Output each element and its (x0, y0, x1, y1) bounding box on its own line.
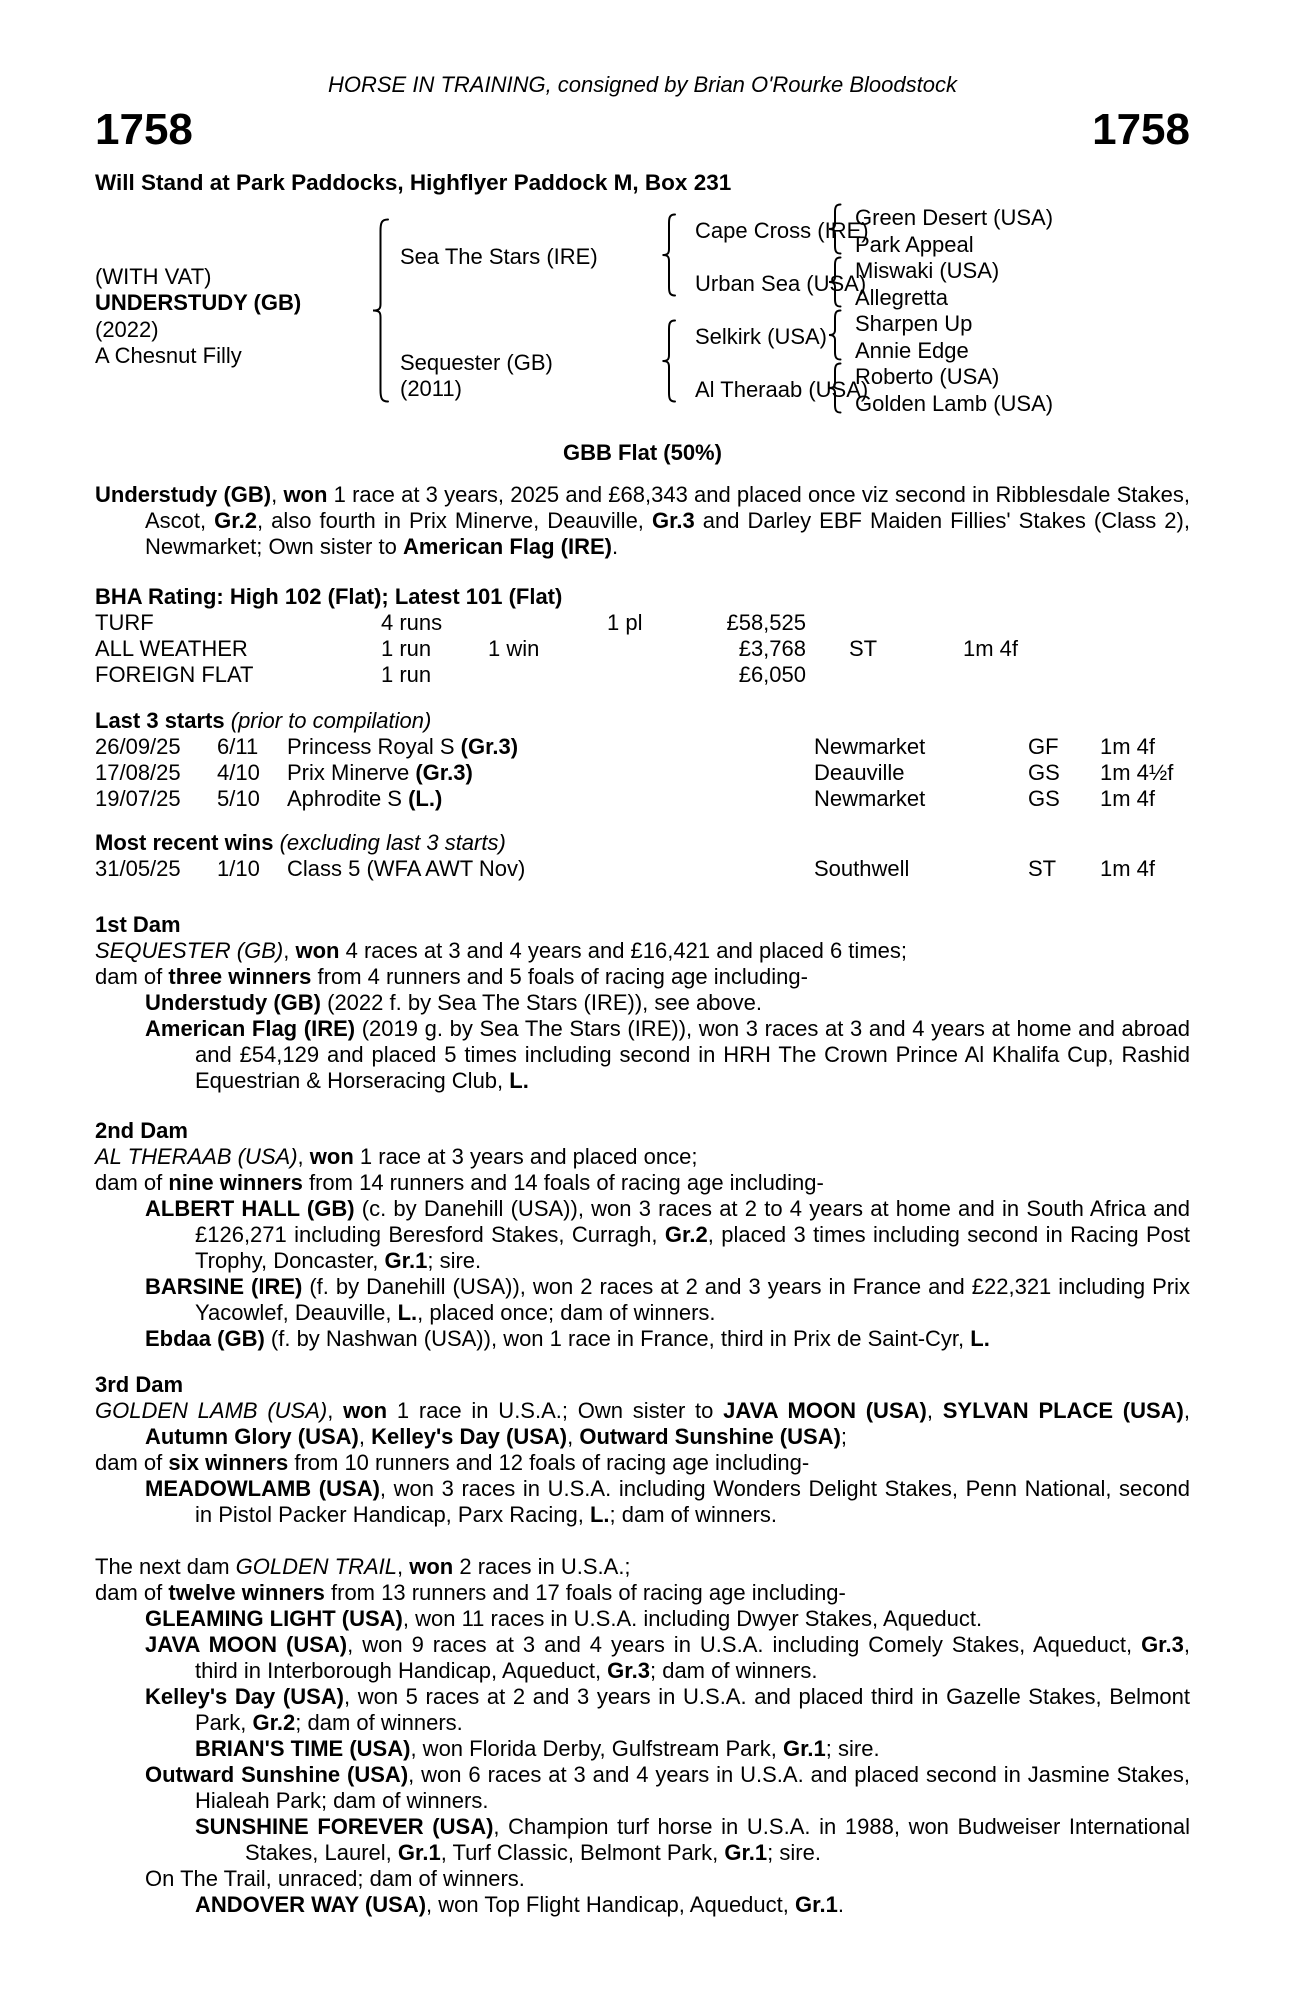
race-name: Aphrodite S (L.) (287, 786, 443, 811)
bha-row-foreign-flat (95, 662, 1190, 688)
earnings-value: £3,768 (738, 636, 806, 661)
progeny-line: Ebdaa (GB) (f. by Nashwan (USA)), won 1 race in France, third in Prix de Saint-Cyr, L. (145, 1326, 990, 1351)
wins-value (488, 662, 607, 688)
last-3-starts-note: (prior to compilation) (230, 708, 432, 733)
pedigree-brace-gg4 (827, 362, 843, 414)
progeny-line: Kelley's Day (USA), won 5 races at 2 and 3 years in U.S.A. and placed third in Gazelle Stakes, Belmont Park, Gr.2; dam of winners. (145, 1684, 1190, 1735)
race-date: 19/07/25 (95, 786, 181, 811)
distance-value (963, 662, 1190, 688)
places-value (607, 662, 707, 688)
most-recent-wins-heading (95, 830, 1190, 856)
next-dam-line: The next dam GOLDEN TRAIL, won 2 races in U.S.A.; (95, 1554, 631, 1579)
lot-number-right: 1758 (1092, 105, 1190, 154)
granddam-2: Al Theraab (USA) (695, 377, 869, 402)
race-venue: Southwell (814, 856, 910, 881)
third-dam-heading: 3rd Dam (95, 1372, 184, 1397)
race-distance: 1m 4f (1100, 734, 1156, 759)
race-date: 26/09/25 (95, 734, 181, 759)
progeny-line: JAVA MOON (USA), won 9 races at 3 and 4 years in U.S.A. including Comely Stakes, Aqueduct, Gr.3, third in Interborough Handicap, Aqueduct, Gr.3; dam of winners. (145, 1632, 1190, 1683)
race-going: GS (1028, 786, 1060, 811)
pedigree-brace-gg1 (827, 203, 843, 255)
runs-value: 1 run (381, 662, 432, 687)
progeny-line: SUNSHINE FOREVER (USA), Champion turf horse in U.S.A. in 1988, won Budweiser International Stakes, Laurel, Gr.1, Turf Classic, Belmont Park, Gr.1; sire. (195, 1814, 1190, 1865)
pedigree-brace-main (370, 218, 392, 403)
great-grandparent-5: Sharpen Up (855, 311, 973, 336)
most-recent-wins-label: Most recent wins (95, 830, 274, 855)
pedigree-brace-sire (660, 213, 678, 297)
progeny-line: ALBERT HALL (GB) (c. by Danehill (USA)), won 3 races at 2 to 4 years at home and in South Africa and £126,271 including Beresford Stakes, Curragh, Gr.2, placed 3 times including second in Racing Post Trophy, Doncaster, Gr.1; sire. (145, 1196, 1190, 1273)
page-header: HORSE IN TRAINING, consigned by Brian O'Rourke Bloodstock (328, 72, 957, 97)
going-value (806, 610, 963, 636)
race-date: 31/05/25 (95, 856, 181, 881)
going-value (806, 662, 963, 688)
second-dam-heading: 2nd Dam (95, 1118, 188, 1143)
race-distance: 1m 4f (1100, 786, 1156, 811)
race-going: GF (1028, 734, 1059, 759)
dam-line: dam of six winners from 10 runners and 12 foals of racing age including- (95, 1450, 810, 1475)
progeny-line: BRIAN'S TIME (USA), won Florida Derby, Gulfstream Park, Gr.1; sire. (195, 1736, 880, 1761)
distance-value (963, 610, 1190, 636)
places-value (607, 636, 707, 662)
sire-name: Sea The Stars (IRE) (400, 244, 598, 269)
dam-name: Sequester (GB) (400, 350, 553, 375)
horse-description: A Chesnut Filly (95, 343, 242, 368)
pedigree-brace-gg3 (827, 309, 843, 361)
bha-rating-heading: BHA Rating: High 102 (Flat); Latest 101 (Flat) (95, 584, 563, 609)
progeny-line: American Flag (IRE) (2019 g. by Sea The Stars (IRE)), won 3 races at 3 and 4 years at home and abroad and £54,129 and placed 5 times including second in HRH The Crown Prince Al Khalifa Cup, Rashid Equestrian & Horseracing Club, L. (145, 1016, 1191, 1093)
dam-line: dam of three winners from 4 runners and 5 foals of racing age including- (95, 964, 808, 989)
wins-value: 1 win (488, 636, 540, 661)
race-venue: Newmarket (814, 786, 926, 811)
dam-year: (2011) (400, 376, 462, 401)
last-3-starts-label: Last 3 starts (95, 708, 225, 733)
great-grandparent-2: Park Appeal (855, 232, 974, 257)
runs-value: 1 run (381, 636, 432, 661)
race-row (95, 760, 1190, 786)
race-record-paragraph: Understudy (GB), won 1 race at 3 years, 2025 and £68,343 and placed once viz second in Ribblesdale Stakes, Ascot, Gr.2, also fourth in Prix Minerve, Deauville, Gr.3 and Darley EBF Maiden Fillies' Stakes (Class 2), Newmarket; Own sister to American Flag (IRE). (95, 482, 1190, 559)
progeny-line: GLEAMING LIGHT (USA), won 11 races in U.S.A. including Dwyer Stakes, Aqueduct. (145, 1606, 983, 1631)
great-grandparent-7: Roberto (USA) (855, 364, 1000, 389)
pedigree-brace-dam (660, 319, 678, 403)
pedigree-table (95, 202, 1190, 418)
progeny-line: ANDOVER WAY (USA), won Top Flight Handicap, Aqueduct, Gr.1. (195, 1892, 844, 1917)
progeny-line: Outward Sunshine (USA), won 6 races at 3 and 4 years in U.S.A. and placed second in Jasmine Stakes, Hialeah Park; dam of winners. (145, 1762, 1191, 1813)
progeny-line: MEADOWLAMB (USA), won 3 races in U.S.A. including Wonders Delight Stakes, Penn National, second in Pistol Packer Handicap, Parx Racing, L.; dam of winners. (145, 1476, 1191, 1527)
earnings-value: £6,050 (738, 662, 806, 687)
most-recent-wins-note: (excluding last 3 starts) (279, 830, 506, 855)
surface-label: ALL WEATHER (95, 636, 248, 661)
race-going: GS (1028, 760, 1060, 785)
last-3-starts-heading (95, 708, 1190, 734)
dam-line: GOLDEN LAMB (USA), won 1 race in U.S.A.; Own sister to JAVA MOON (USA), SYLVAN PLACE (USA), Autumn Glory (USA), Kelley's Day (USA), Outward Sunshine (USA); (95, 1398, 1190, 1449)
wins-value (488, 610, 607, 636)
progeny-line: On The Trail, unraced; dam of winners. (145, 1866, 525, 1891)
progeny-line: Understudy (GB) (2022 f. by Sea The Stars (IRE)), see above. (145, 990, 763, 1015)
race-row (95, 734, 1190, 760)
grandsire-2: Selkirk (USA) (695, 324, 828, 349)
runs-value: 4 runs (381, 610, 443, 635)
vat-note: (WITH VAT) (95, 264, 212, 289)
next-dam-line: dam of twelve winners from 13 runners and 17 foals of racing age including- (95, 1580, 846, 1605)
race-name: Class 5 (WFA AWT Nov) (287, 856, 526, 881)
great-grandparent-1: Green Desert (USA) (855, 205, 1054, 230)
grandsire-1: Cape Cross (IRE) (695, 218, 869, 243)
foaling-year: (2022) (95, 317, 159, 342)
race-venue: Deauville (814, 760, 905, 785)
great-grandparent-8: Golden Lamb (USA) (855, 391, 1054, 416)
lot-number-row (95, 106, 1190, 154)
places-value: 1 pl (607, 610, 643, 635)
race-position: 1/10 (217, 856, 260, 881)
lot-number-left: 1758 (95, 105, 193, 154)
race-row (95, 786, 1190, 812)
race-distance: 1m 4½f (1100, 760, 1174, 785)
great-grandparent-6: Annie Edge (855, 338, 969, 363)
race-going: ST (1028, 856, 1057, 881)
race-row (95, 856, 1190, 882)
race-date: 17/08/25 (95, 760, 181, 785)
surface-label: FOREIGN FLAT (95, 662, 254, 687)
race-position: 4/10 (217, 760, 260, 785)
stand-location-line: Will Stand at Park Paddocks, Highflyer Paddock M, Box 231 (95, 170, 732, 195)
race-venue: Newmarket (814, 734, 926, 759)
earnings-value: £58,525 (726, 610, 806, 635)
race-name: Princess Royal S (Gr.3) (287, 734, 519, 759)
gbb-eligibility-line: GBB Flat (50%) (563, 440, 722, 465)
dam-line: SEQUESTER (GB), won 4 races at 3 and 4 years and £16,421 and placed 6 times; (95, 938, 907, 963)
dam-line: dam of nine winners from 14 runners and 14 foals of racing age including- (95, 1170, 824, 1195)
pedigree-brace-gg2 (827, 256, 843, 308)
great-grandparent-3: Miswaki (USA) (855, 258, 1000, 283)
race-name: Prix Minerve (Gr.3) (287, 760, 473, 785)
surface-label: TURF (95, 610, 154, 635)
bha-row-all-weather (95, 636, 1190, 662)
going-value: ST (849, 636, 878, 661)
granddam-1: Urban Sea (USA) (695, 271, 867, 296)
race-distance: 1m 4f (1100, 856, 1156, 881)
distance-value: 1m 4f (963, 636, 1019, 661)
progeny-line: BARSINE (IRE) (f. by Danehill (USA)), won 2 races at 2 and 3 years in France and £22,321 including Prix Yacowlef, Deauville, L., placed once; dam of winners. (145, 1274, 1190, 1325)
great-grandparent-4: Allegretta (855, 285, 948, 310)
race-position: 6/11 (217, 734, 259, 759)
horse-name: UNDERSTUDY (GB) (95, 290, 302, 315)
race-position: 5/10 (217, 786, 260, 811)
first-dam-heading: 1st Dam (95, 912, 181, 937)
dam-line: AL THERAAB (USA), won 1 race at 3 years and placed once; (95, 1144, 698, 1169)
bha-row-turf (95, 610, 1190, 636)
